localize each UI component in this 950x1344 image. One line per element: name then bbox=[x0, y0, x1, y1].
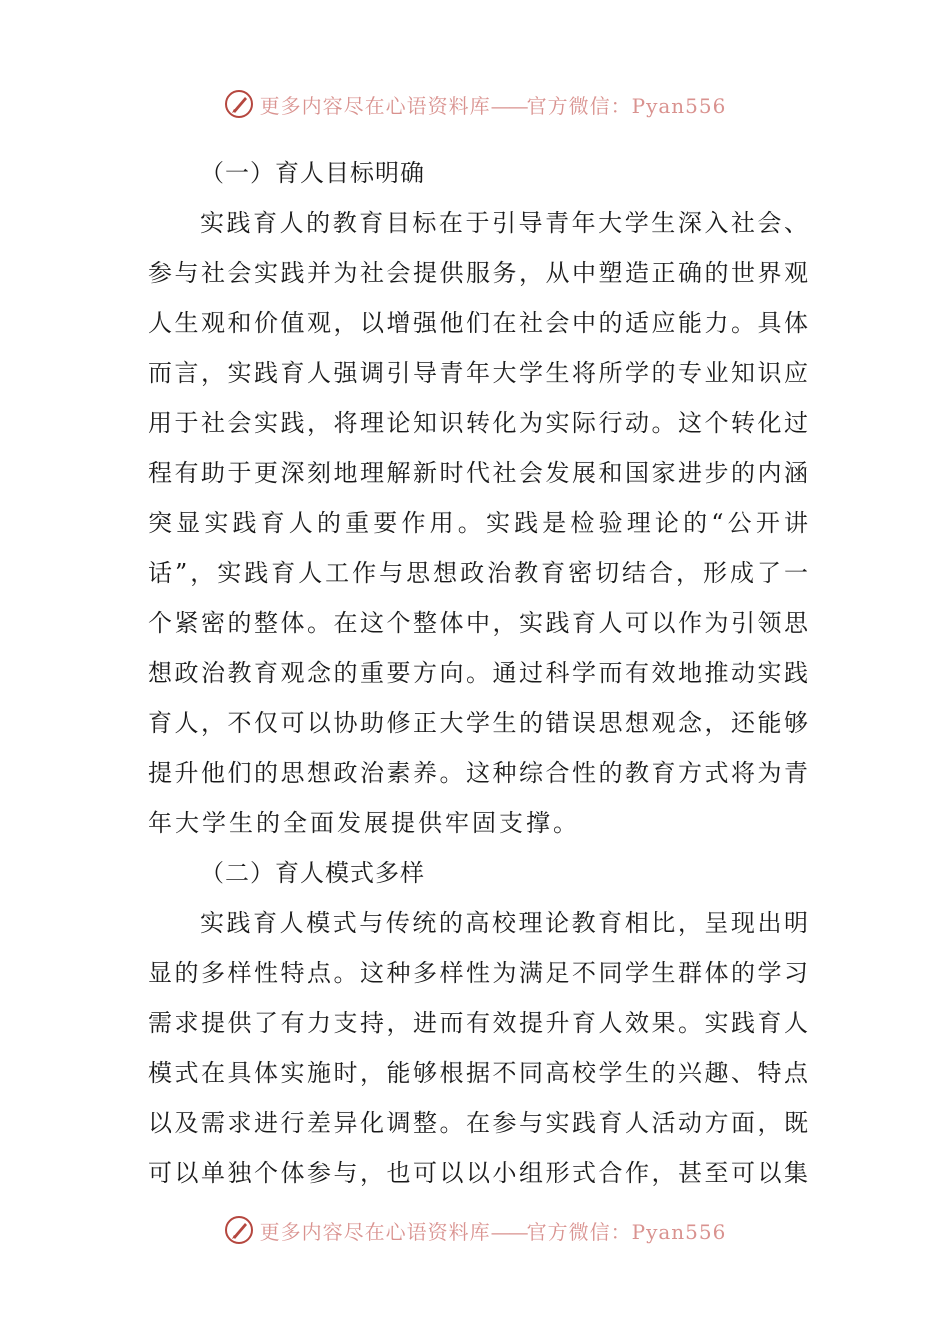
watermark-banner-bottom bbox=[0, 1208, 950, 1252]
paragraph-line: 实践育人的教育目标在于引导青年大学生深入社会、 bbox=[200, 209, 808, 237]
document-body bbox=[148, 148, 808, 1198]
paragraph-line: 年大学生的全面发展提供牢固支撑。 bbox=[148, 809, 580, 837]
paragraph-line: 人生观和价值观，以增强他们在社会中的适应能力。具体 bbox=[148, 309, 808, 337]
paragraph-line: 话”，实践育人工作与思想政治教育密切结合，形成了一 bbox=[148, 559, 808, 587]
paragraph-line: 育人，不仅可以协助修正大学生的错误思想观念，还能够 bbox=[148, 709, 808, 737]
quill-logo-icon bbox=[224, 89, 254, 119]
paragraph-line: 而言，实践育人强调引导青年大学生将所学的专业知识应 bbox=[148, 359, 808, 387]
paragraph-line: 提升他们的思想政治素养。这种综合性的教育方式将为青 bbox=[148, 759, 808, 787]
paragraph-line: 程有助于更深刻地理解新时代社会发展和国家进步的内涵 bbox=[148, 459, 808, 487]
watermark-text: 更多内容尽在心语资料库——官方微信：Pyan556 bbox=[259, 1219, 727, 1244]
watermark-text: 更多内容尽在心语资料库——官方微信：Pyan556 bbox=[259, 93, 727, 118]
paragraph-line: 显的多样性特点。这种多样性为满足不同学生群体的学习 bbox=[148, 959, 808, 987]
section-heading: （一）育人目标明确 bbox=[200, 159, 425, 187]
paragraph-line: 模式在具体实施时，能够根据不同高校学生的兴趣、特点 bbox=[148, 1059, 808, 1087]
paragraph-line: 想政治教育观念的重要方向。通过科学而有效地推动实践 bbox=[148, 659, 808, 687]
quill-logo-icon bbox=[224, 1215, 254, 1245]
paragraph-line: 个紧密的整体。在这个整体中，实践育人可以作为引领思 bbox=[148, 609, 808, 637]
watermark-banner-top bbox=[0, 82, 950, 126]
paragraph-line: 需求提供了有力支持，进而有效提升育人效果。实践育人 bbox=[148, 1009, 808, 1037]
paragraph-line: 以及需求进行差异化调整。在参与实践育人活动方面，既 bbox=[148, 1109, 808, 1137]
paragraph-line: 参与社会实践并为社会提供服务，从中塑造正确的世界观 bbox=[148, 259, 808, 287]
section-heading: （二）育人模式多样 bbox=[200, 859, 425, 887]
paragraph-line: 可以单独个体参与，也可以以小组形式合作，甚至可以集 bbox=[148, 1159, 808, 1187]
paragraph-line: 突显实践育人的重要作用。实践是检验理论的“公开讲 bbox=[148, 509, 808, 537]
paragraph-line: 用于社会实践，将理论知识转化为实际行动。这个转化过 bbox=[148, 409, 808, 437]
paragraph-line: 实践育人模式与传统的高校理论教育相比，呈现出明 bbox=[200, 909, 808, 937]
